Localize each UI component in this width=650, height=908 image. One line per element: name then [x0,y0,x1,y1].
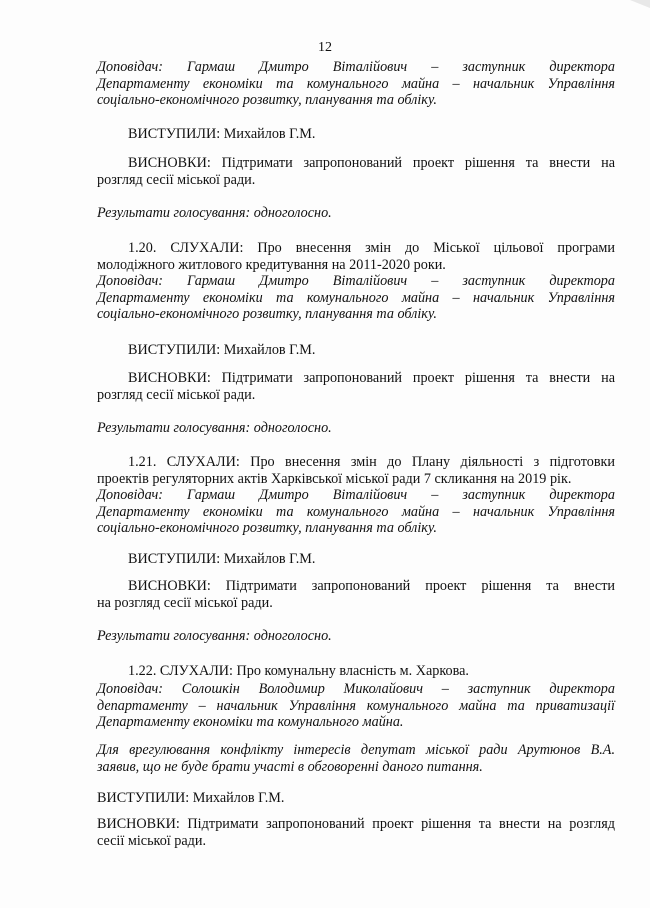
reporter-paragraph [97,273,615,323]
reporter-paragraph [97,59,615,109]
text-line: сесії міської ради. [97,832,207,849]
text-line: Для врегулювання конфлікту інтересів депутат міської ради Арутюнов В.А. [97,742,615,758]
voting-result [97,628,615,645]
text-line: ВИСНОВКИ: Підтримати запропонований проект рішення та внести на [128,370,615,386]
text-line: ВИСНОВКИ: Підтримати запропонований проект рішення та внести на [128,155,615,171]
item-heard-paragraph [97,240,615,273]
speakers-paragraph [97,342,646,359]
conflict-of-interest-note [97,742,615,775]
text-line: Департаменту економіки та комунального майна – начальник Управління [97,75,615,92]
voting-result [97,420,615,437]
speakers-paragraph [97,790,615,807]
text-line: соціально-економічного розвитку, планування та обліку. [97,306,437,322]
text-line: ВИСНОВКИ: Підтримати запропонований проект рішення та внести [128,578,615,594]
text-line: департаменту – начальник Управління комунального майна та приватизації [97,697,615,714]
text-line: 1.22. СЛУХАЛИ: Про комунальну власність м. Харкова. [128,663,469,679]
text-line: розгляд сесії міської ради. [97,386,256,403]
text-line: 1.21. СЛУХАЛИ: Про внесення змін до Плану діяльності з підготовки [128,454,615,470]
text-line: молодіжного житлового кредитування на 2011-2020 роки. [97,256,446,273]
text-line: ВИСТУПИЛИ: Михайлов Г.М. [128,126,316,142]
text-line: соціально-економічного розвитку, планування та обліку. [97,92,437,108]
speakers-paragraph [97,126,646,143]
voting-result [97,205,615,222]
text-line: ВИСТУПИЛИ: Михайлов Г.М. [97,790,285,806]
text-line: Результати голосування: одноголосно. [97,205,332,221]
text-line: ВИСТУПИЛИ: Михайлов Г.М. [128,342,316,358]
text-line: 1.20. СЛУХАЛИ: Про внесення змін до Міської цільової програми [128,240,615,256]
text-line: розгляд сесії міської ради. [97,171,256,188]
reporter-paragraph [97,487,615,537]
conclusions-paragraph [97,155,615,188]
text-line: Доповідач: Гармаш Дмитро Віталійович – заступник директора [97,487,615,503]
text-line: Результати голосування: одноголосно. [97,420,332,436]
page-number: 12 [318,40,332,55]
conclusions-paragraph [97,578,615,611]
text-line: Департаменту економіки та комунального майна. [97,714,404,730]
reporter-paragraph [97,681,615,731]
text-line: заявив, що не буде брати участі в обговоренні даного питання. [97,758,483,775]
item-heard-paragraph [97,663,646,680]
conclusions-paragraph [97,370,615,403]
item-heard-paragraph [97,454,615,487]
text-line: Департаменту економіки та комунального майна – начальник Управління [97,289,615,306]
text-line: Доповідач: Солошкін Володимир Миколайович – заступник директора [97,681,615,697]
scan-artifact [620,0,650,10]
conclusions-paragraph [97,816,615,849]
text-line: ВИСТУПИЛИ: Михайлов Г.М. [128,551,316,567]
text-line: проектів регуляторних актів Харківської міської ради 7 скликання на 2019 рік. [97,470,572,487]
text-line: Результати голосування: одноголосно. [97,628,332,644]
text-line: ВИСНОВКИ: Підтримати запропонований проект рішення та внести на розгляд [97,816,615,832]
text-line: на розгляд сесії міської ради. [97,594,273,611]
speakers-paragraph [97,551,646,568]
text-line: Доповідач: Гармаш Дмитро Віталійович – заступник директора [97,273,615,289]
text-line: Доповідач: Гармаш Дмитро Віталійович – заступник директора [97,59,615,75]
text-line: соціально-економічного розвитку, планування та обліку. [97,520,437,536]
text-line: Департаменту економіки та комунального майна – начальник Управління [97,503,615,520]
